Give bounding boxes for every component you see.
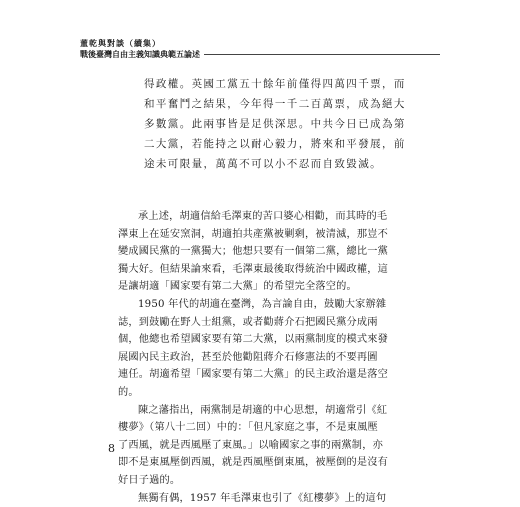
body-line: 樓夢》（第八十二回）中的：「但凡家庭之事，不是東風壓 [118, 419, 448, 437]
paragraph [118, 490, 448, 507]
paragraph [118, 208, 448, 296]
body-line: 連任。胡適希望「國家要有第二大黨」的民主政治還是落空 [118, 366, 448, 384]
body-line: 陳之藩指出，兩黨制是胡適的中心思想，胡適常引《紅 [118, 402, 448, 420]
paragraph [118, 296, 448, 402]
body-line: 的。 [118, 384, 448, 402]
chapter-row [80, 49, 440, 59]
quote-line: 得政權。英國工黨五十餘年前僅得四萬四千票，而 [144, 74, 444, 94]
body-line: 好日子過的。 [118, 472, 448, 490]
body-line: 1950 年代的胡適在臺灣，為言論自由，鼓勵大家辦雜 [118, 296, 448, 314]
running-header [80, 38, 440, 59]
quote-line: 途未可限量，萬萬不可以小不忍而自致毀滅。 [144, 154, 444, 174]
series-title: 董乾與對談（續集） [80, 38, 440, 48]
quote-line: 二大黨，若能持之以耐心毅力，將來和平發展，前 [144, 134, 444, 154]
chapter-title: 戰後臺灣自由主義知識典範五論述 [80, 49, 200, 59]
body-line: 獨大好。但結果論來看，毛澤東最後取得統治中國政權，這 [118, 261, 448, 279]
block-quote [144, 74, 444, 174]
body-line: 了西風，就是西風壓了東風。」以喻國家之事的兩黨制，亦 [118, 437, 448, 455]
quote-line: 和平奮鬥之結果，今年得一千二百萬票，成為絕大 [144, 94, 444, 114]
page-number: 8 [108, 442, 115, 455]
body-line: 澤東上在延安窯洞，胡適拍共產黨被剿剩，被清滅，那豈不 [118, 226, 448, 244]
paragraph [118, 402, 448, 490]
header-rule [204, 54, 440, 55]
body-line: 承上述，胡適信給毛澤東的苦口婆心相勸，而其時的毛 [118, 208, 448, 226]
body-line: 無獨有偶，1957 年毛澤東也引了《紅樓夢》上的這句 [118, 490, 448, 507]
body-line: 誌，到鼓勵在野人士組黨，或者勸蔣介石把國民黨分成兩 [118, 314, 448, 332]
quote-line: 多數黨。此兩事皆是足供深思。中共今日已成為第 [144, 114, 444, 134]
body-text [118, 208, 448, 507]
body-line: 即不是東風壓倒西風，就是西風壓倒東風，被壓倒的是沒有 [118, 454, 448, 472]
body-line: 展國內民主政治，甚至於他勸阻蔣介石修憲法的不要再圖 [118, 349, 448, 367]
body-line: 變成國民黨的一黨獨大；他想只要有一個第二黨，總比一黨 [118, 243, 448, 261]
body-line: 個，他總也希望國家要有第二大黨，以兩黨制度的模式來發 [118, 331, 448, 349]
body-line: 是讓胡適「國家要有第二大黨」的希望完全落空的。 [118, 278, 448, 296]
